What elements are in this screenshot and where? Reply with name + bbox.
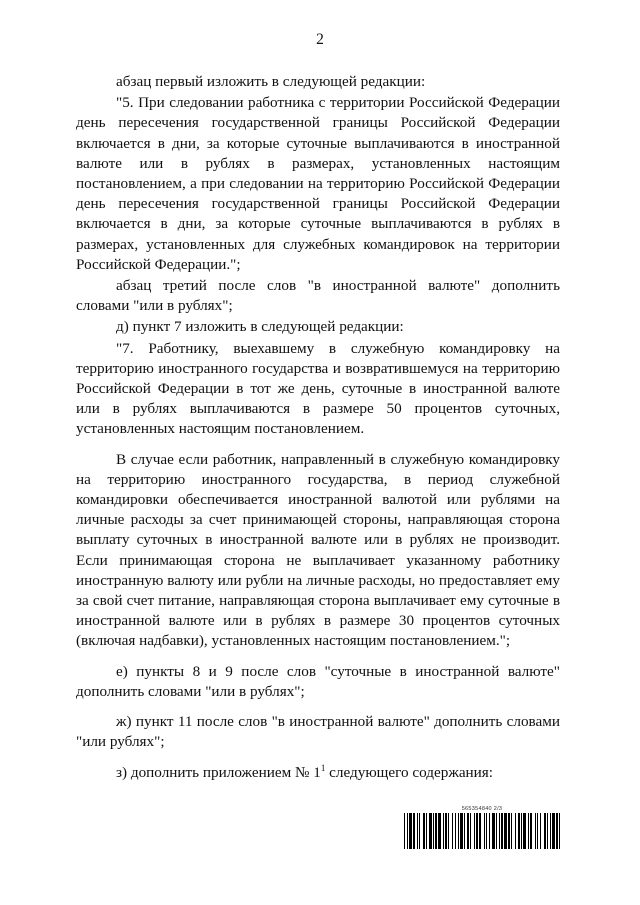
barcode-label: 565354840 2/3 (461, 806, 503, 812)
paragraph: В случае если работник, направленный в служебную командировку на территорию иностранного государства, в период служебной командировки обеспечивается иностранной валютой или рублями на личные расходы за счет принимающей стороны, направляющая сторона выплату суточных в иностранной валюте или в рублях не производит. Если принимающая сторона не выплачивает указанному работнику иностранную валюту или рубли на личные расходы, но предоставляет ему за свой счет питание, направляющая сторона выплачивает ему суточные в иностранной валюте или в рублях в размере 30 процентов суточных (включая надбавки), установленных настоящим постановлением."; (76, 450, 560, 650)
appendix-superscript: 1 (320, 762, 326, 773)
paragraph: абзац первый изложить в следующей редакции: (116, 73, 426, 90)
barcode-icon (404, 813, 560, 849)
paragraph-appendix-tail: следующего содержания: (325, 763, 494, 781)
paragraph: абзац третий после слов "в иностранной валюте" дополнить словами "или в рублях"; (76, 277, 560, 315)
paragraph: д) пункт 7 изложить в следующей редакции: (116, 318, 404, 336)
paragraph: е) пункты 8 и 9 после слов "суточные в иностранной валюте" дополнить словами "или в рублях"; (76, 662, 560, 700)
paragraph: "5. При следовании работника с территории Российской Федерации день пересечения государственной границы Российской Федерации включается в дни, за которые суточные выплачиваются в иностранной валюте или в рублях в размерах, установленных настоящим постановлением, а при следовании на территорию Российской Федерации день пересечения государственной границы Российской Федерации включается в дни, за которые суточные выплачиваются в рублях в размерах, установленных для служебных командировок на территории Российской Федерации."; (76, 94, 560, 273)
paragraph: "7. Работнику, выехавшему в служебную командировку на территорию иностранного государства и возвратившемуся на территорию Российской Федерации в тот же день, суточные в иностранной валюте или в рублях выплачиваются в размере 50 процентов суточных, установленных настоящим постановлением. (76, 339, 560, 438)
page-number: 2 (316, 31, 324, 48)
document-body (76, 72, 560, 783)
paragraph-appendix (76, 763, 560, 783)
paragraph-appendix-text: з) дополнить приложением № 1 (116, 763, 321, 781)
paragraph: ж) пункт 11 после слов "в иностранной валюте" дополнить словами "или рублях"; (76, 713, 560, 751)
